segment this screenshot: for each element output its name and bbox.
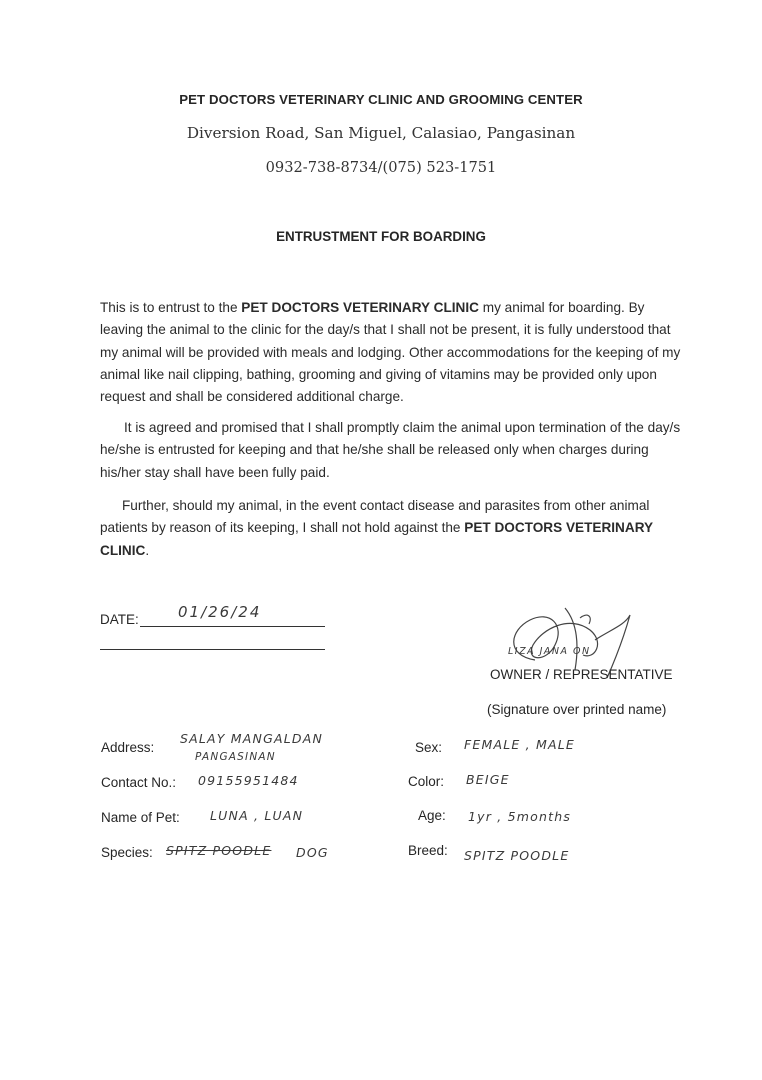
clinic-address: Diversion Road, San Miguel, Calasiao, Pangasinan: [186, 124, 576, 142]
color-label: Color:: [408, 774, 445, 789]
sex-value: FEMALE , MALE: [464, 737, 576, 752]
address-value-line2: PANGASINAN: [195, 751, 276, 763]
blank-underline: [100, 649, 325, 650]
p1-clinic-name: PET DOCTORS VETERINARY CLINIC: [241, 300, 479, 315]
signature-caption: (Signature over printed name): [487, 702, 667, 717]
color-value: BEIGE: [466, 772, 510, 787]
contact-label: Contact No.:: [101, 775, 177, 790]
age-label: Age:: [418, 808, 446, 823]
clinic-phone: 0932-738-8734/(075) 523-1751: [265, 159, 497, 176]
date-underline: [140, 626, 325, 627]
paragraph-entrust: [100, 297, 682, 408]
species-label: Species:: [101, 845, 153, 860]
age-value: 1yr , 5months: [468, 809, 572, 824]
species-value-struck: SPITZ POODLE: [166, 843, 272, 858]
p1-text-start: This is to entrust to the: [100, 300, 242, 315]
p3-text-end: .: [145, 542, 150, 558]
breed-label: Breed:: [408, 843, 448, 858]
address-label: Address:: [101, 740, 155, 755]
pet-name-label: Name of Pet:: [101, 810, 180, 825]
date-label: DATE:: [100, 612, 139, 627]
document-title: ENTRUSTMENT FOR BOARDING: [276, 229, 486, 244]
signatory-printed-name: LIZA JANA ON: [508, 646, 591, 657]
sex-label: Sex:: [415, 740, 443, 755]
address-value-line1: SALAY MANGALDAN: [180, 731, 324, 746]
species-value: DOG: [296, 845, 329, 860]
p3-text-start: Further, should my animal, in the event contact disease and parasites from other animal patients by reason of its keeping, I shall not hold against the: [100, 498, 650, 536]
p3-clinic-name: PET DOCTORS VETERINARY CLINIC: [100, 520, 653, 558]
paragraph-liability: [100, 495, 682, 562]
contact-value: 09155951484: [198, 773, 299, 788]
clinic-name: PET DOCTORS VETERINARY CLINIC AND GROOMING CENTER: [179, 92, 583, 107]
owner-representative-label: OWNER / REPRESENTATIVE: [490, 667, 673, 682]
paragraph-agreement: It is agreed and promised that I shall promptly claim the animal upon termination of the day/s he/she is entrusted for keeping and that he/she shall be released only when charges during his/her stay shall have been fully paid.: [100, 420, 681, 480]
breed-value: SPITZ POODLE: [464, 848, 570, 863]
pet-name-value: LUNA , LUAN: [210, 808, 304, 823]
date-value: 01/26/24: [178, 603, 262, 621]
p1-text-end: my animal for boarding. By leaving the animal to the clinic for the day/s that I shall not be present, it is fully understood that my animal will be provided with meals and lodging. Other accommodations for the keeping of my animal like nail clipping, bathing, grooming and giving of vitamins may be provided only upon request and shall be considered additional charge.: [100, 300, 681, 405]
